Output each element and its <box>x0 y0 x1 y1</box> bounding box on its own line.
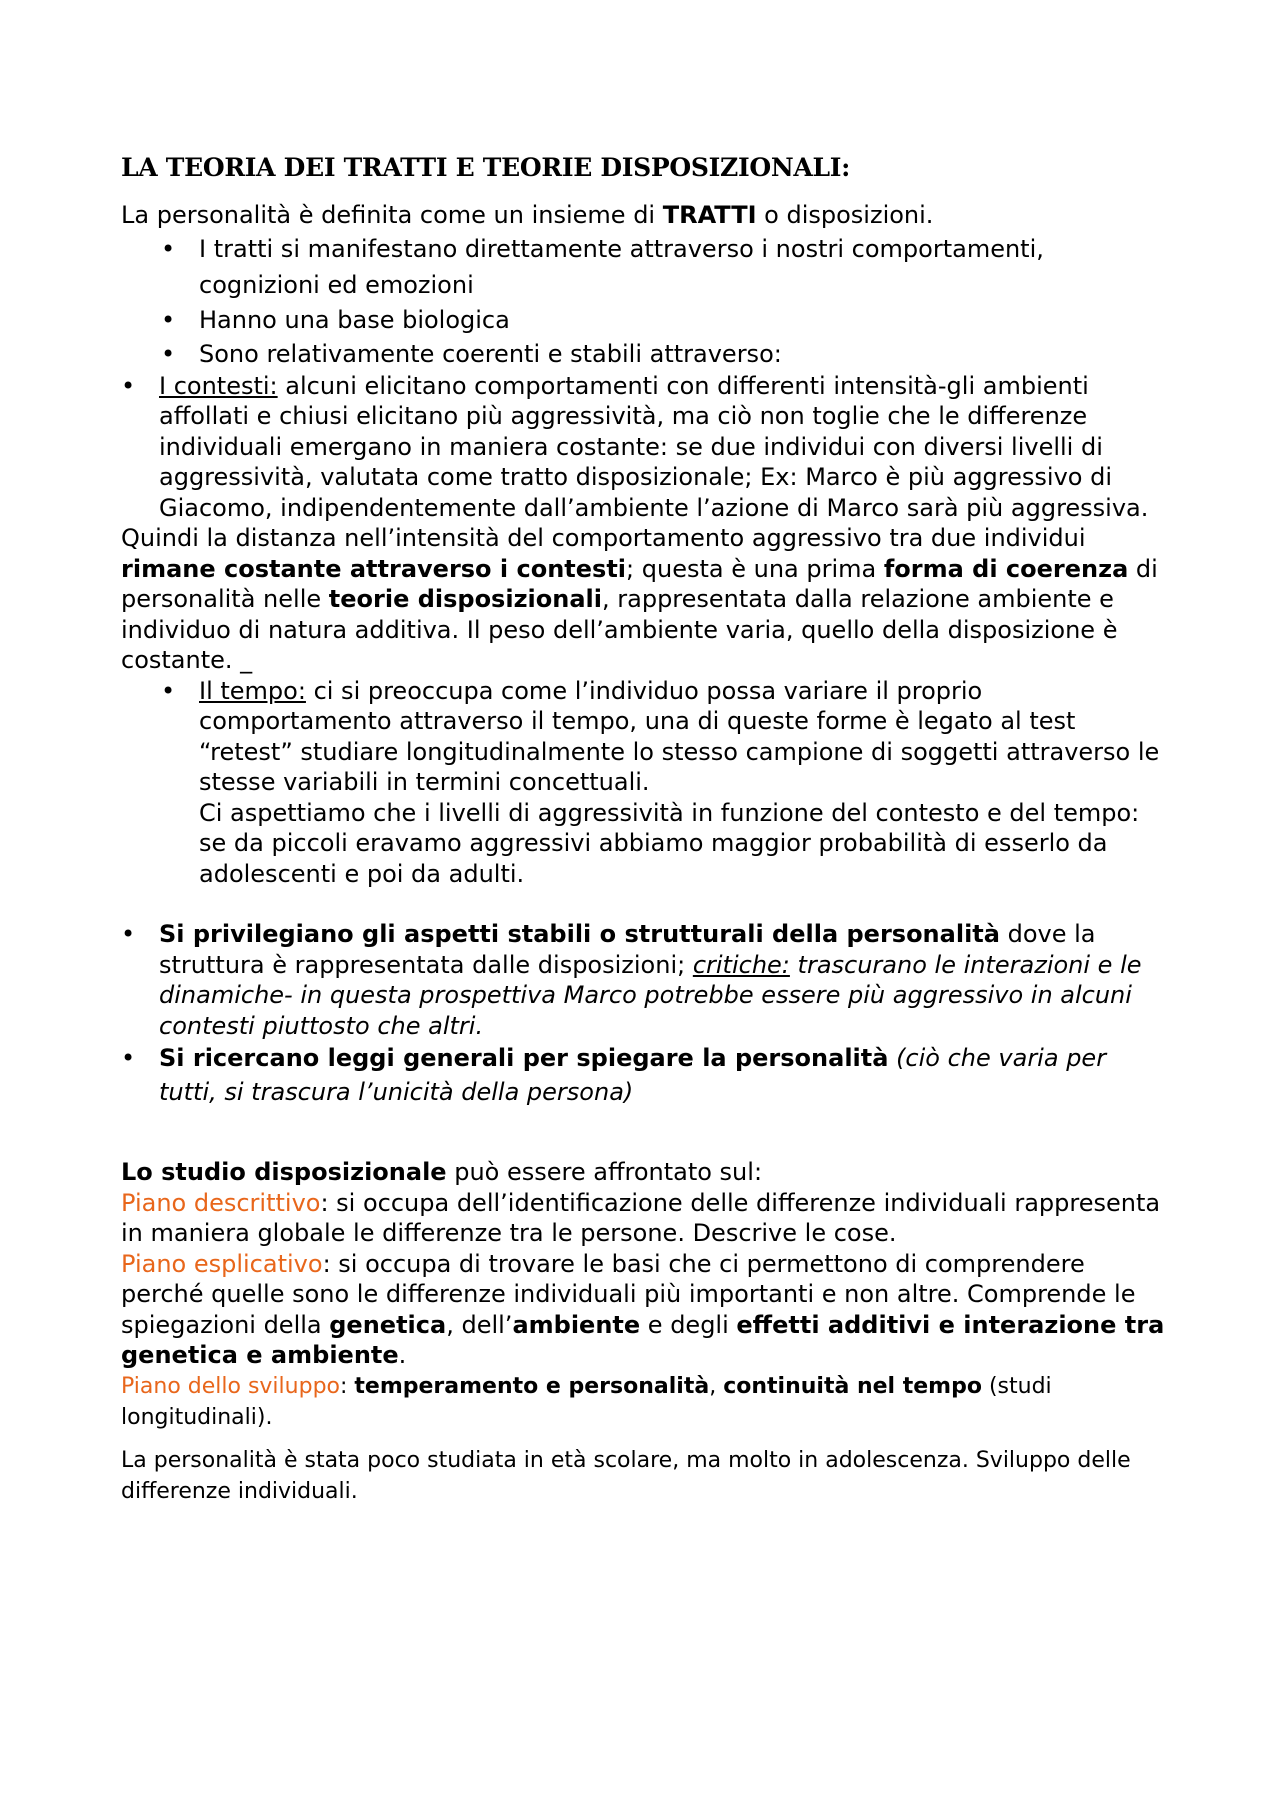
trait-text: Hanno una base biologica <box>199 305 510 334</box>
bullet-icon: • <box>161 305 176 334</box>
tempo-bullet <box>121 676 1171 890</box>
sviluppo-paragraph <box>121 1371 1171 1433</box>
esplicativo-bold: ambiente <box>512 1310 641 1339</box>
esplicativo-label: Piano esplicativo <box>121 1249 323 1278</box>
quindi-paragraph <box>121 523 1171 676</box>
sviluppo-bold: temperamento e personalità <box>354 1373 710 1399</box>
bullet-icon: • <box>121 920 136 948</box>
bullet-icon: • <box>161 339 176 368</box>
bullet-icon: • <box>161 676 176 705</box>
studio-bold: Lo studio disposizionale <box>121 1158 447 1186</box>
intro-paragraph <box>121 200 1171 231</box>
tempo-label: Il tempo: <box>199 676 306 705</box>
spacer <box>121 1109 1171 1157</box>
studio-text: può essere affrontato sul: <box>446 1158 763 1186</box>
esplicativo-text: : si occupa di trovare le basi che ci permettono di comprendere perché quelle sono le differenze individuali più importanti e non altre. Comprende le spiegazioni della <box>121 1249 1136 1339</box>
quindi-bold: rimane costante attraverso i contesti <box>121 554 627 583</box>
intro-bold: TRATTI <box>662 201 757 229</box>
trait-text: I tratti si manifestano direttamente attraverso i nostri comportamenti, cognizioni ed emozioni <box>199 234 1044 299</box>
sviluppo-label: Piano dello sviluppo <box>121 1373 340 1399</box>
contesti-text: alcuni elicitano comportamenti con differenti intensità-gli ambienti affollati e chiusi elicitano più aggressività, ma ciò non toglie che le differenze individuali emergano in maniera costante: se due individui con diversi livelli di aggressività, valutata come tratto disposizionale; Ex: Marco è più aggressivo di Giacomo, indipendentemente dall’ambiente l’azione di Marco sarà più aggressiva. <box>159 371 1149 522</box>
ricercano-bullet <box>121 1041 1171 1109</box>
privilegiano-text: dove la struttura è rappresentata dalle disposizioni; <box>159 920 1096 979</box>
esplicativo-text: , dell’ <box>446 1310 513 1339</box>
sviluppo-text: : <box>340 1373 355 1399</box>
spacer <box>121 889 1171 919</box>
trait-bullet-3 <box>121 337 1171 371</box>
sviluppo-text: , <box>709 1373 724 1399</box>
quindi-bold: teorie disposizionali <box>328 585 602 613</box>
esplicativo-bold: effetti additivi e interazione tra genetica e ambiente <box>121 1310 1165 1369</box>
privilegiano-italic: trascurano le interazioni e le dinamiche- in questa prospettiva Marco potrebbe essere più aggressivo in alcuni contesti piuttosto che altri. <box>159 950 1142 1040</box>
tempo-text-2: Ci aspettiamo che i livelli di aggressività in funzione del contesto e del tempo: se da piccoli eravamo aggressivi abbiamo maggior probabilità di esserlo da adolescenti e poi da adulti. <box>199 798 1140 888</box>
trait-text: Sono relativamente coerenti e stabili attraverso: <box>199 339 782 368</box>
descrittivo-label: Piano descrittivo <box>121 1188 321 1217</box>
esplicativo-text: e degli <box>640 1310 737 1339</box>
spacer <box>121 1433 1171 1445</box>
sviluppo-text: (studi longitudinali). <box>121 1373 1052 1430</box>
tempo-text: ci si preoccupa come l’individuo possa variare il proprio comportamento attraverso il tempo, una di queste forme è legato al test “retest” studiare longitudinalmente lo stesso campione di soggetti attraverso le stesse variabili in termini concettuali. <box>199 676 1160 796</box>
esplicativo-paragraph <box>121 1249 1171 1371</box>
privilegiano-bold: Si privilegiano gli aspetti stabili o strutturali della personalità <box>159 920 1000 948</box>
ricercano-italic: (ciò che varia per tutti, si trascura l’unicità della persona) <box>159 1044 1107 1106</box>
studio-paragraph <box>121 1157 1171 1188</box>
quindi-text: ; questa è una prima <box>626 554 884 583</box>
trait-bullet-2 <box>121 303 1171 337</box>
critiche-label: critiche: <box>692 950 790 979</box>
bullet-icon: • <box>161 234 176 263</box>
descrittivo-paragraph <box>121 1188 1171 1249</box>
trait-bullet-1 <box>121 231 1171 303</box>
quindi-text: Quindi la distanza nell’intensità del comportamento aggressivo tra due individui <box>121 524 1086 552</box>
closing-paragraph: La personalità è stata poco studiata in età scolare, ma molto in adolescenza. Sviluppo delle differenze individuali. <box>121 1447 1131 1504</box>
quindi-text: , rappresentata dalla relazione ambiente e individuo di natura additiva. Il peso dell’ambiente varia, quello della disposizione è costante. _ <box>121 585 1118 674</box>
bullet-icon: • <box>121 1044 136 1072</box>
quindi-text: di personalità nelle <box>121 554 1158 613</box>
esplicativo-text: . <box>398 1341 407 1369</box>
document-body <box>121 150 1171 1507</box>
descrittivo-text: : si occupa dell’identificazione delle differenze individuali rappresenta in maniera globale le differenze tra le persone. Descrive le cose. <box>121 1188 1161 1247</box>
document-title: LA TEORIA DEI TRATTI E TEORIE DISPOSIZIONALI: <box>121 153 851 182</box>
intro-text-end: o disposizioni. <box>756 201 934 229</box>
esplicativo-bold: genetica <box>329 1310 447 1339</box>
sviluppo-bold: continuità nel tempo <box>723 1373 982 1399</box>
intro-text: La personalità è definita come un insieme di <box>121 201 663 229</box>
quindi-bold: forma di coerenza <box>883 554 1129 583</box>
bullet-icon: • <box>121 371 136 400</box>
contesti-bullet <box>121 371 1171 524</box>
ricercano-bold: Si ricercano leggi generali per spiegare la personalità <box>159 1044 889 1072</box>
contesti-label: I contesti: <box>159 371 278 400</box>
privilegiano-bullet <box>121 919 1171 1041</box>
